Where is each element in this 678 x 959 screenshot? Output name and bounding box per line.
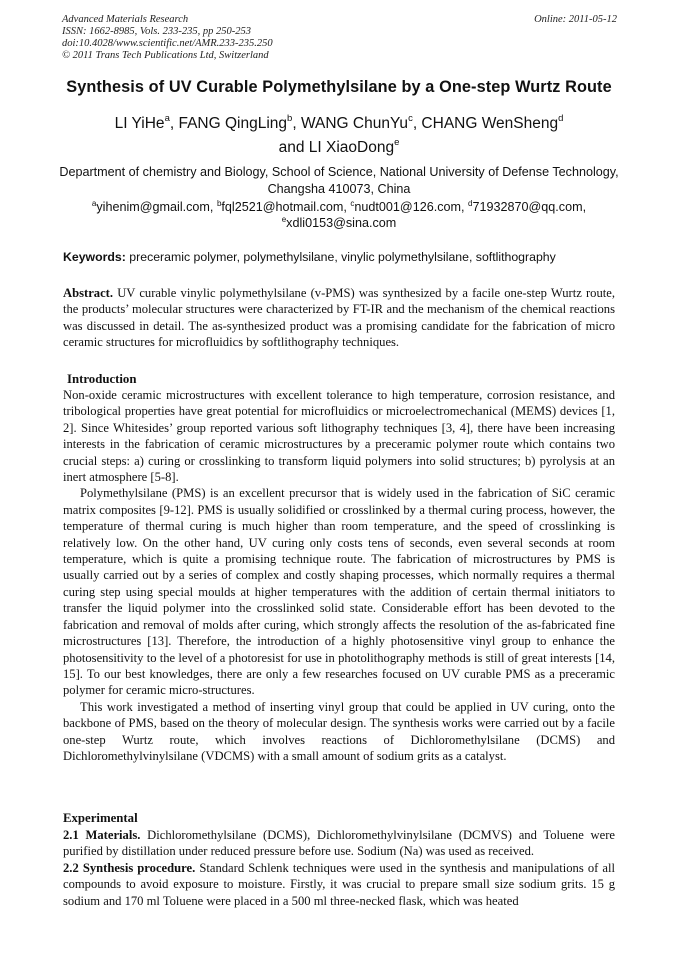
subsection-label: 2.2 Synthesis procedure. bbox=[63, 860, 196, 875]
subsection-text: Standard Schlenk techniques were used in the synthesis and manipulations of all compounds to avoid exposure to moisture. Firstly, it was crucial to prepare small size sodium grits. 15 g sodium and 170 ml Toluene were placed in a 500 ml three-necked flask, which was heated bbox=[63, 860, 615, 908]
keywords-text: preceramic polymer, polymethylsilane, vinylic polymethylsilane, softlithography bbox=[125, 250, 556, 264]
author-name: , FANG QingLing bbox=[169, 115, 288, 132]
author-name: LI YiHe bbox=[114, 115, 165, 132]
abstract-text: UV curable vinylic polymethylsilane (v-PMS) was synthesized by a facile one-step Wurtz route, the products’ molecular structures were characterized by FT-IR and the mechanism of the chemical reactions was discussed in detail. The as-synthesized product was a promising candidate for the fabrication of micro ceramic structures for microfluidics by softlithography techniques. bbox=[63, 286, 615, 350]
keywords-label: Keywords: bbox=[63, 250, 126, 264]
email-mark: b bbox=[216, 199, 222, 208]
email-link: xdli0153@sina.com bbox=[286, 216, 397, 230]
email-link: yihenim@gmail.com, bbox=[96, 200, 217, 214]
author-affil-mark: b bbox=[287, 113, 293, 124]
email-mark: c bbox=[350, 199, 355, 208]
subsection-text: Dichloromethylsilane (DCMS), Dichloromethylvinylsilane (DCMVS) and Toluene were purified by distillation under reduced pressure before use. Sodium (Na) was used as received. bbox=[63, 828, 616, 859]
paragraph: Polymethylsilane (PMS) is an excellent precursor that is widely used in the fabrication of SiC ceramic matrix composites [9-12]. PMS is usually solidified or crosslinked by a thermal curing process, however, the temperature of thermal curing is much higher than room temperature, and the speed of crosslinking is relatively low. On the other hand, UV curing only costs tens of seconds, even several seconds at room temperature, which is quite a promising technique route. The fabrication of microstructures by PMS is usually carried out by a series of complex and costly shaping processes, which normally requires a thermal curing step using special moulds at higher temperatures with the addition of certain thermal initiators to transfer the liquid polymer into the crosslinked solid state. Considerable effort has been devoted to the fabrication and removal of molds after curing, which strongly affects the resolution of the as-fabricated fine microstructures [13]. Therefore, the introduction of a highly photosensitive vinyl group to enhance the photosensitivity to the level of a photoresist for use in photolithography methods is still of great interests [14, 15]. To our best knowledges, there are only a few researches focused on UV curable PMS as a preceramic polymer for ceramic micro-structures. bbox=[63, 486, 615, 698]
copyright-line: © 2011 Trans Tech Publications Ltd, Switzerland bbox=[62, 50, 269, 61]
online-date: Online: 2011-05-12 bbox=[534, 14, 617, 25]
email-link: fql2521@hotmail.com, bbox=[221, 200, 351, 214]
journal-header bbox=[62, 14, 617, 62]
abstract-label: Abstract. bbox=[63, 286, 114, 300]
author-name: , WANG ChunYu bbox=[292, 115, 409, 132]
author-line-2 bbox=[40, 136, 638, 160]
section-heading-experimental: Experimental bbox=[63, 811, 138, 825]
author-name: , CHANG WenSheng bbox=[412, 115, 559, 132]
author-affil-mark: e bbox=[394, 137, 400, 148]
email-link: nudt001@126.com, bbox=[354, 200, 468, 214]
email-line-2 bbox=[50, 215, 628, 231]
author-affil-mark: d bbox=[558, 113, 564, 124]
affiliation: Department of chemistry and Biology, School of Science, National University of Defense Technology, Changsha 410073, China bbox=[59, 165, 619, 196]
paragraph bbox=[63, 827, 615, 860]
author-line-1 bbox=[40, 112, 638, 136]
keywords bbox=[63, 250, 623, 265]
issn-line: ISSN: 1662-8985, Vols. 233-235, pp 250-253 bbox=[62, 26, 251, 37]
author-list bbox=[40, 112, 638, 160]
author-affil-mark: c bbox=[408, 113, 413, 124]
paragraph: Non-oxide ceramic microstructures with excellent tolerance to high temperature, corrosion resistance, and tribological properties have great potential for microfluidics or microelectromechanical (MEMS) devices [1, 2]. Since Whitesides’ group reported various soft lithography techniques [3, 4], there have been increasing interests in the fabrication of ceramic microstructures by a preceramic polymer route which contains two crucial steps: a) curing or crosslinking to transform liquid polymers into solid structures; b) pyrolysis at an inert atmosphere [5-8]. bbox=[63, 388, 615, 485]
author-name: and LI XiaoDong bbox=[278, 139, 395, 156]
journal-name: Advanced Materials Research bbox=[62, 14, 189, 25]
email-mark: a bbox=[91, 199, 97, 208]
doi-line: doi:10.4028/www.scientific.net/AMR.233-235.250 bbox=[62, 38, 273, 49]
experimental-body bbox=[63, 827, 615, 909]
email-mark: e bbox=[281, 215, 287, 224]
author-emails bbox=[50, 199, 628, 231]
section-heading-introduction: Introduction bbox=[67, 372, 137, 386]
subsection-label: 2.1 Materials. bbox=[63, 828, 141, 842]
abstract bbox=[63, 285, 615, 351]
introduction-body bbox=[63, 387, 615, 764]
email-line-1 bbox=[50, 199, 628, 215]
paragraph: This work investigated a method of inserting vinyl group that could be applied in UV curing, onto the backbone of PMS, based on the theory of molecular design. The synthesis works were carried out by a facile one-step Wurtz route, which involves reactions of Dichloromethylsilane (DCMS) and Dichloromethylvinylsilane (VDCMS) with a small amount of sodium grits as a catalyst. bbox=[63, 699, 615, 763]
author-affil-mark: a bbox=[164, 113, 170, 124]
paragraph bbox=[63, 860, 615, 909]
email-mark: d bbox=[468, 199, 473, 208]
paper-title: Synthesis of UV Curable Polymethylsilane by a One-step Wurtz Route bbox=[66, 78, 612, 96]
email-link: 71932870@qq.com, bbox=[472, 200, 587, 214]
